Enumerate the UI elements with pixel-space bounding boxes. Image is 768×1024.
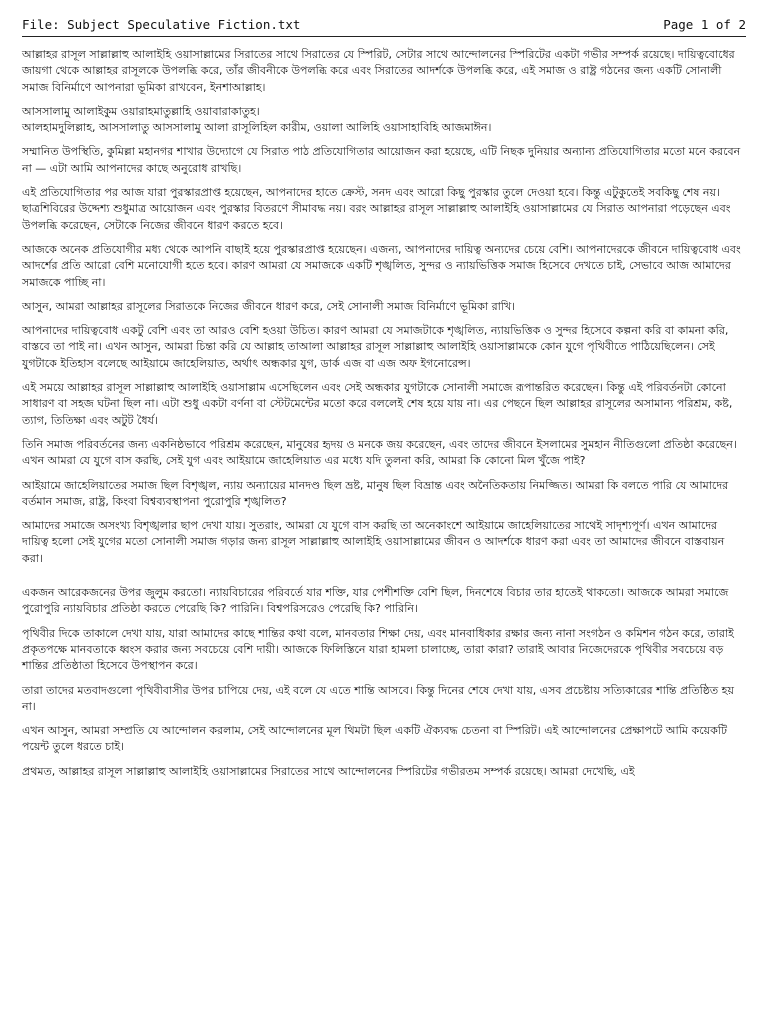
- paragraph: তিনি সমাজ পরিবর্তনের জন্য একনিষ্ঠভাবে পরিশ্রম করেছেন, মানুষের হৃদয় ও মনকে জয় করেছেন, এবং তাদের জীবনে ইসলামের সুমহান নীতিগুলো প্রতিষ্ঠা করেছেন। এখন আমরা যে যুগে বাস করছি, সেই যুগ এবং আইয়ামে জাহেলিয়াত এর মধ্যে যদি তুলনা করি, আমরা কি কোনো মিল খুঁজে পাই?: [22, 437, 737, 468]
- paragraph: একজন আরেকজনের উপর জুলুম করতো। ন্যায়বিচারের পরিবর্তে যার শক্তি, যার পেশীশক্তি বেশি ছিল, দিনশেষে বিচার তার হাতেই থাকতো। আজকে আমরা সমাজে পুরোপুরি ন্যায়বিচার প্রতিষ্ঠা করতে পেরেছি কি? পারিনি। বিশ্বপরিসরেও পেরেছি কি? পারিনি।: [22, 586, 729, 616]
- paragraph: সম্মানিত উপস্থিতি, কুমিল্লা মহানগর শাখার উদ্যোগে যে সিরাত পাঠ প্রতিযোগিতার আয়োজন করা হয়েছে, এটি নিছক দুনিয়ার অন্যান্য প্রতিযোগিতার মতো মনে করবেন না — এটা আমি আপনাদের কাছে অনুরোধ রাখছি।: [22, 145, 741, 175]
- paragraph: এখন আসুন, আমরা সম্প্রতি যে আন্দোলন করলাম, সেই আন্দোলনের মূল থিমটা ছিল একটি ঐক্যবদ্ধ চেতনা বা স্পিরিট। এই আন্দোলনের প্রেক্ষাপটে আমি কয়েকটি পয়েন্ট তুলে ধরতে চাই।: [22, 724, 727, 754]
- paragraph: এই সময়ে আল্লাহর রাসূল সাল্লাল্লাহু আলাইহি ওয়াসাল্লাম এসেছিলেন এবং সেই অন্ধকার যুগটাকে সোনালী সমাজে রূপান্তরিত করেছেন। কিন্তু এই পরিবর্তনটা কোনো সাধারণ বা সহজ ঘটনা ছিল না। এটা শুধু একটা বর্ণনা বা স্টেটমেন্টের মতো করে বললেই শেষ হয়ে যায় না। এর পেছনে ছিল আল্লাহর রাসূলের অসামান্য পরিশ্রম, কষ্ট, ত্যাগ, তিতিক্ষা এবং অটুট ধৈর্য।: [22, 381, 733, 427]
- paragraph: আসসালামু আলাইকুম ওয়ারাহমাতুল্লাহি ওয়াবারাকাতুহ। আলহামদুলিল্লাহ, আসসালাতু আসসালামু আলা রাসূলিহিল কারীম, ওয়ালা আলিহি ওয়াসাহাবিহি আজমাঈন।: [22, 104, 492, 135]
- paragraph: আল্লাহর রাসূল সাল্লাল্লাহু আলাইহি ওয়াসাল্লামের সিরাতের সাথে সিরাতের যে স্পিরিট, সেটার সাথে আন্দোলনের স্পিরিটের একটা গভীর সম্পর্ক রয়েছে। দায়িত্ববোধের জায়গা থেকে আল্লাহর রাসূলকে উপলব্ধি করে, তাঁর জীবনীকে উপলব্ধি করে এবং সিরাতের আদর্শকে উপলব্ধি করে, এই সমাজ ও রাষ্ট্র গঠনের জন্য একটি সোনালী সমাজ বিনির্মাণে আপনারা ভূমিকা রাখবেন, ইনশাআল্লাহ।: [22, 48, 735, 94]
- paragraph: আমাদের সমাজে অসংখ্য বিশৃঙ্খলার ছাপ দেখা যায়। সুতরাং, আমরা যে যুগে বাস করছি তা অনেকাংশে আইয়ামে জাহেলিয়াতের সাথেই সাদৃশ্যপূর্ণ। এখন আমাদের দায়িত্ব হলো সেই যুগের মতো সোনালী সমাজ গড়ার জন্য রাসূল সাল্লাল্লাহু আলাইহি ওয়াসাল্লামের জীবন ও আদর্শকে ধারণ করা এবং তা আমাদের জীবনে বাস্তবায়ন করা।: [22, 519, 725, 565]
- paragraph: পৃথিবীর দিকে তাকালে দেখা যায়, যারা আমাদের কাছে শান্তির কথা বলে, মানবতার শিক্ষা দেয়, এবং মানবাধিকার রক্ষার জন্য নানা সংগঠন ও কমিশন গঠন করে, তারাই প্রকৃতপক্ষে মানবতাকে ধ্বংস করার জন্য সবচেয়ে বেশি দায়ী। আজকে ফিলিস্তিনে যারা হামলা চালাচ্ছে, তারা কারা? তারাই আবার নিজেদেরকে পৃথিবীর সবচেয়ে বড় শান্তির প্রতিষ্ঠাতা হিসেবে উপস্থাপন করে।: [22, 626, 734, 673]
- file-name-label: File: Subject Speculative Fiction.txt: [22, 17, 301, 32]
- paragraph: আপনাদের দায়িত্ববোধ একটু বেশি এবং তা আরও বেশি হওয়া উচিত। কারণ আমরা যে সমাজটাকে শৃঙ্খলিত, ন্যায়ভিত্তিক ও সুন্দর হিসেবে কল্পনা করি বা কামনা করি, বাস্তবে তা পাই না। এখন আসুন, আমরা চিন্তা করি যে আল্লাহ তাআলা আল্লাহর রাসূল সাল্লাল্লাহু আলাইহি ওয়াসাল্লামকে কোন যুগে পৃথিবীতে পাঠিয়েছিলেন। সেই যুগটাকে ইতিহাস বলেছে আইয়ামে জাহেলিয়াত, অর্থাৎ অন্ধকার যুগ, ডার্ক এজ বা এজ অফ ইগনোরেন্স।: [22, 324, 729, 370]
- paragraph: আইয়ামে জাহেলিয়াতের সমাজ ছিল বিশৃঙ্খল, ন্যায় অন্যায়ের মানদণ্ড ছিল ভ্রষ্ট, মানুষ ছিল বিভ্রান্ত এবং অনৈতিকতায় নিমজ্জিত। আমরা কি বলতে পারি যে আমাদের বর্তমান সমাজ, রাষ্ট্র, কিংবা বিশ্বব্যবস্থাপনা পুরোপুরি শৃঙ্খলিত?: [22, 478, 729, 508]
- page-header: [22, 14, 746, 37]
- paragraph: আজকে অনেক প্রতিযোগীর মধ্য থেকে আপনি বাছাই হয়ে পুরস্কারপ্রাপ্ত হয়েছেন। এজন্য, আপনাদের দায়িত্ব অন্যদের চেয়ে বেশি। আপনাদেরকে জীবনে দায়িত্ববোধ এবং আদর্শের প্রতি আরো বেশি মনোযোগী হতে হবে। কারণ আমরা যে সমাজকে একটি শৃঙ্খলিত, সুন্দর ও ন্যায়ভিত্তিক সমাজ হিসেবে দেখতে চাই, সেভাবে আজ আমাদের সমাজকে পাচ্ছি না।: [22, 242, 741, 289]
- paragraph: তারা তাদের মতবাদগুলো পৃথিবীবাসীর উপর চাপিয়ে দেয়, এই বলে যে এতে শান্তি আসবে। কিন্তু দিনের শেষে দেখা যায়, এসব প্রচেষ্টায় সত্যিকারের শান্তি প্রতিষ্ঠিত হয় না।: [22, 683, 734, 713]
- document-body: [22, 37, 746, 780]
- page-number-label: Page 1 of 2: [663, 17, 746, 32]
- paragraph: প্রথমত, আল্লাহর রাসূল সাল্লাল্লাহু আলাইহি ওয়াসাল্লামের সিরাতের সাথে আন্দোলনের স্পিরিটের গভীরতম সম্পর্ক রয়েছে। আমরা দেখেছি, এই: [22, 764, 635, 778]
- paragraph: আসুন, আমরা আল্লাহর রাসূলের সিরাতকে নিজের জীবনে ধারণ করে, সেই সোনালী সমাজ বিনির্মাণে ভূমিকা রাখি।: [22, 299, 516, 313]
- paragraph: এই প্রতিযোগিতার পর আজ যারা পুরস্কারপ্রাপ্ত হয়েছেন, আপনাদের হাতে ক্রেস্ট, সনদ এবং আরো কিছু পুরস্কার তুলে দেওয়া হবে। কিন্তু এটুকুতেই সবকিছু শেষ নয়। ছাত্রশিবিরের উদ্দেশ্য শুধুমাত্র আয়োজন এবং পুরস্কার বিতরণে সীমাবদ্ধ নয়। বরং আল্লাহর রাসূল সাল্লাল্লাহু আলাইহি ওয়াসাল্লামের যে সিরাত আপনারা পড়েছেন এবং উপলব্ধি করেছেন, সেটাকে নিজের জীবনে ধারণ করতে হবে।: [22, 186, 731, 232]
